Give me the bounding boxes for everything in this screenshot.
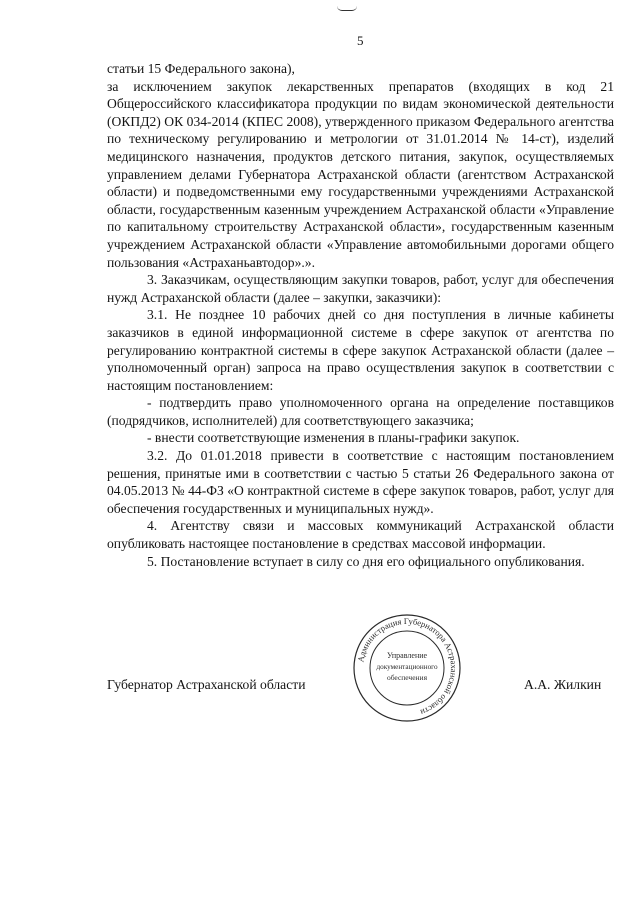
list-item-confirm-right: - подтвердить право уполномоченного органа на определение поставщиков (подрядчиков, исполнителей) для соответствующего заказчика; xyxy=(107,395,614,428)
signatory-name: А.А. Жилкин xyxy=(524,677,602,692)
stamp-inner-line-1: Управление xyxy=(386,651,428,660)
stamp-inner-line-2: документационного xyxy=(376,663,438,671)
paragraph-clause-4: 4. Агентству связи и массовых коммуникаций Астраханской области опубликовать настоящее постановление в средствах массовой информации. xyxy=(107,518,614,552)
document-body xyxy=(107,60,614,570)
list-item-update-plans: - внести соответствующие изменения в планы-графики закупок. xyxy=(147,430,520,446)
official-stamp xyxy=(351,612,463,724)
paragraph-exceptions: за исключением закупок лекарственных препаратов (входящих в код 21 Общероссийского классификатора продукции по видам экономической деятельности (ОКПД2) ОК 034-2014 (КПЕС 2008), утвержденного приказом Федерального агентства по техническому регулированию и метрологии от 31.01.2014 № 14-ст), изделий медицинского назначения, продуктов детского питания, закупок, осуществляемых управлением делами Губернатора Астраханской области (агентством Астраханской области) и подведомственными ему государственными учреждениями Астраханской области, государственным казенным учреждением Астраханской области «Управление по капитальному строительству Астраханской области», государственным казенным учреждением Астраханской области «Управление автомобильными дорогами общего пользования «Астраханьавтодор».». xyxy=(107,78,614,270)
paragraph-clause-3-2: 3.2. До 01.01.2018 привести в соответствие с настоящим постановлением решения, принятые ими в соответствии с частью 5 статьи 26 Федерального закона от 04.05.2013 № 44-ФЗ «О контрактной системе в сфере закупок товаров, работ, услуг для обеспечения государственных и муниципальных нужд». xyxy=(107,448,614,516)
stamp-inner-line-3: обеспечения xyxy=(386,673,428,682)
paragraph-clause-3: 3. Заказчикам, осуществляющим закупки товаров, работ, услуг для обеспечения нужд Астраханской области (далее – закупки, заказчики): xyxy=(107,272,614,305)
paragraph-clause-3-1: 3.1. Не позднее 10 рабочих дней со дня поступления в личные кабинеты заказчиков в единой информационной системе в сфере закупок от агентства по регулированию контрактной системы в сфере закупок Астраханской области (далее – уполномоченный орган) запроса на право осуществления закупок в соответствии с настоящим постановлением: xyxy=(107,307,614,393)
stamp-outer-text: Администрация Губернатора Астраханской области xyxy=(355,615,460,718)
top-scan-mark xyxy=(337,6,357,11)
paragraph-clause-5: 5. Постановление вступает в силу со дня его официального опубликования. xyxy=(147,553,585,569)
page-number: 5 xyxy=(357,33,364,48)
signatory-title: Губернатор Астраханской области xyxy=(107,677,306,692)
paragraph-continuation: статьи 15 Федерального закона), xyxy=(107,61,295,76)
